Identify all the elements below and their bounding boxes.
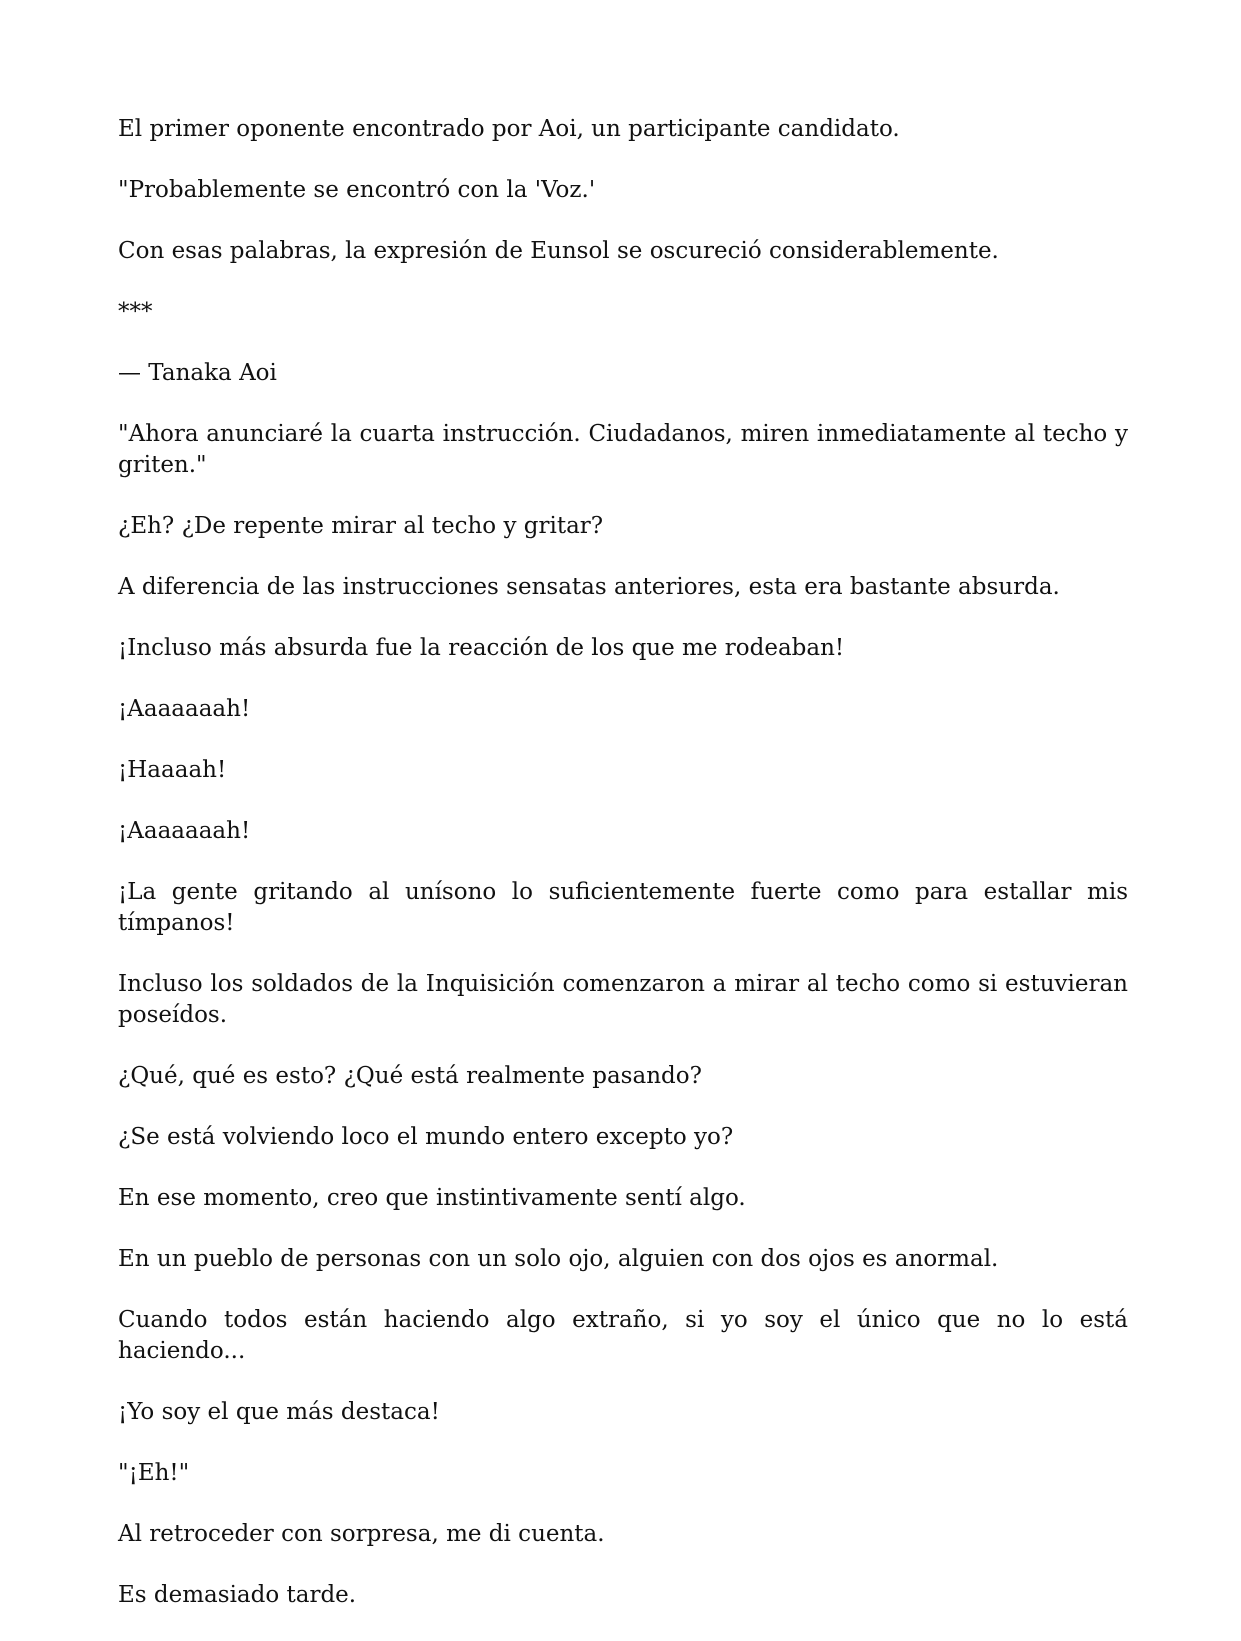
scene-break: *** [118, 299, 153, 325]
paragraph: ¿Eh? ¿De repente mirar al techo y gritar? [118, 513, 604, 539]
paragraph: En ese momento, creo que instintivamente sentí algo. [118, 1185, 746, 1211]
paragraph: "Ahora anunciaré la cuarta instrucción. Ciudadanos, miren inmediatamente al techo y griten." [118, 421, 1128, 478]
paragraph: "¡Eh!" [118, 1460, 190, 1486]
paragraph: En un pueblo de personas con un solo ojo, alguien con dos ojos es anormal. [118, 1246, 999, 1272]
paragraph: El primer oponente encontrado por Aoi, un participante candidato. [118, 116, 900, 142]
paragraph: Con esas palabras, la expresión de Eunsol se oscureció considerablemente. [118, 238, 999, 264]
paragraph: ¡Yo soy el que más destaca! [118, 1399, 440, 1425]
body-text [118, 114, 1128, 1641]
paragraph: ¡Incluso más absurda fue la reacción de los que me rodeaban! [118, 635, 845, 661]
paragraph: — Tanaka Aoi [118, 360, 277, 386]
paragraph: ¡La gente gritando al unísono lo suficientemente fuerte como para estallar mis tímpanos! [118, 879, 1128, 936]
paragraph: Cuando todos están haciendo algo extraño, si yo soy el único que no lo está haciendo... [118, 1307, 1128, 1364]
paragraph: ¡Aaaaaaah! [118, 696, 251, 722]
paragraph: ¡Aaaaaaah! [118, 818, 251, 844]
paragraph: A diferencia de las instrucciones sensatas anteriores, esta era bastante absurda. [118, 574, 1060, 600]
paragraph: ¿Se está volviendo loco el mundo entero excepto yo? [118, 1124, 734, 1150]
paragraph: ¡Haaaah! [118, 757, 227, 783]
paragraph: "Probablemente se encontró con la 'Voz.' [118, 177, 596, 203]
paragraph: Al retroceder con sorpresa, me di cuenta. [118, 1521, 605, 1547]
paragraph: ¿Qué, qué es esto? ¿Qué está realmente pasando? [118, 1063, 702, 1089]
paragraph: Es demasiado tarde. [118, 1582, 357, 1608]
paragraph: Incluso los soldados de la Inquisición comenzaron a mirar al techo como si estuvieran poseídos. [118, 971, 1128, 1028]
